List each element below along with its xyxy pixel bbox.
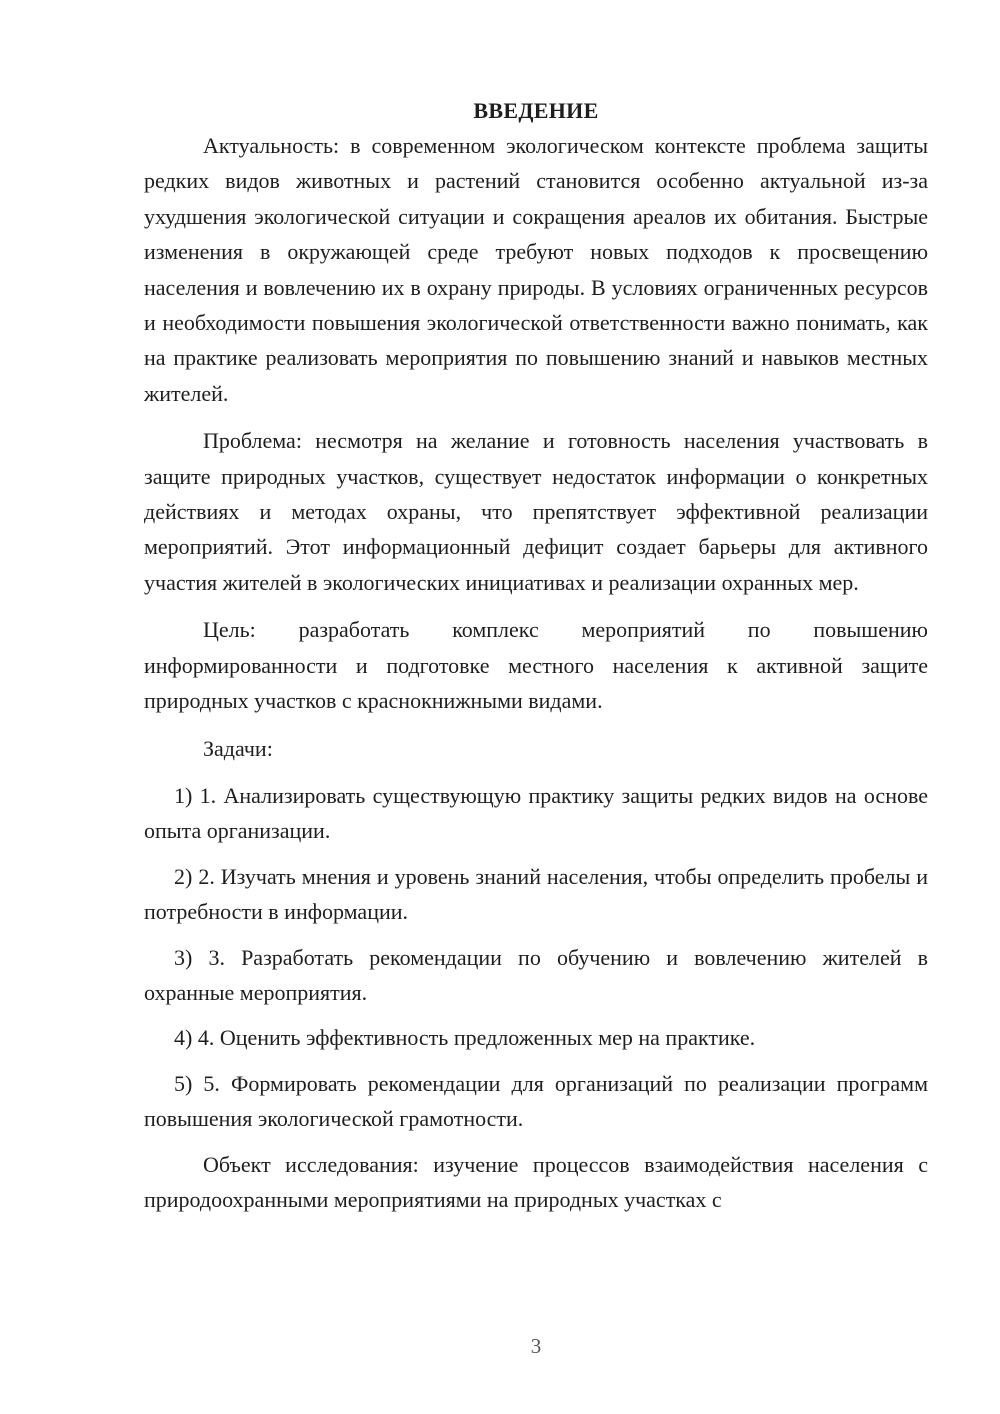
section-title: ВВЕДЕНИЕ	[473, 98, 599, 123]
task-marker: 1)	[174, 782, 193, 808]
document-page	[144, 96, 928, 1229]
tasks-list	[144, 778, 928, 1137]
task-item-3	[144, 940, 928, 1011]
task-marker: 3)	[174, 944, 193, 970]
task-marker: 2)	[174, 863, 193, 889]
task-text: 4. Оценить эффективность предложенных мер на практике.	[197, 1025, 756, 1051]
task-item-5	[144, 1066, 928, 1137]
task-text: 3. Разработать рекомендации по обучению и вовлечению жителей в охранные мероприятия.	[144, 944, 928, 1005]
task-text: 5. Формировать рекомендации для организаций по реализации программ повышения экологической грамотности.	[144, 1070, 929, 1132]
task-item-2	[144, 859, 928, 930]
object-paragraph: Объект исследования: изучение процессов взаимодействия населения с природоохранными мероприятиями на природных участках с	[144, 1151, 928, 1212]
tasks-heading: Задачи:	[203, 735, 273, 761]
task-marker: 4)	[174, 1025, 193, 1051]
task-text: 2. Изучать мнения и уровень знаний населения, чтобы определить пробелы и потребности в информации.	[144, 863, 929, 925]
task-marker: 5)	[174, 1070, 193, 1096]
page-number: 3	[530, 1334, 542, 1358]
relevance-paragraph: Актуальность: в современном экологическом контексте проблема защиты редких видов животных и растений становится особенно актуальной из-за ухудшения экологической ситуации и сокращения ареалов их обитания. Быстрые изменения в окружающей среде требуют новых подходов к просвещению населения и вовлечению их в охрану природы. В условиях ограниченных ресурсов и необходимости повышения экологической ответственности важно понимать, как на практике реализовать мероприятия по повышению знаний и навыков местных жителей.	[144, 133, 928, 406]
problem-paragraph: Проблема: несмотря на желание и готовность населения участвовать в защите природных участков, существует недостаток информации о конкретных действиях и методах охраны, что препятствует эффективной реализации мероприятий. Этот информационный дефицит создает барьеры для активного участия жителей в экологических инициативах и реализации охранных мер.	[144, 428, 928, 595]
task-item-1	[144, 778, 928, 849]
goal-paragraph: Цель: разработать комплекс мероприятий по повышению информированности и подготовке местного населения к активной защите природных участков с краснокнижными видами.	[144, 617, 928, 714]
task-text: 1. Анализировать существующую практику защиты редких видов на основе опыта организации.	[144, 782, 928, 844]
task-item-4	[144, 1020, 928, 1055]
